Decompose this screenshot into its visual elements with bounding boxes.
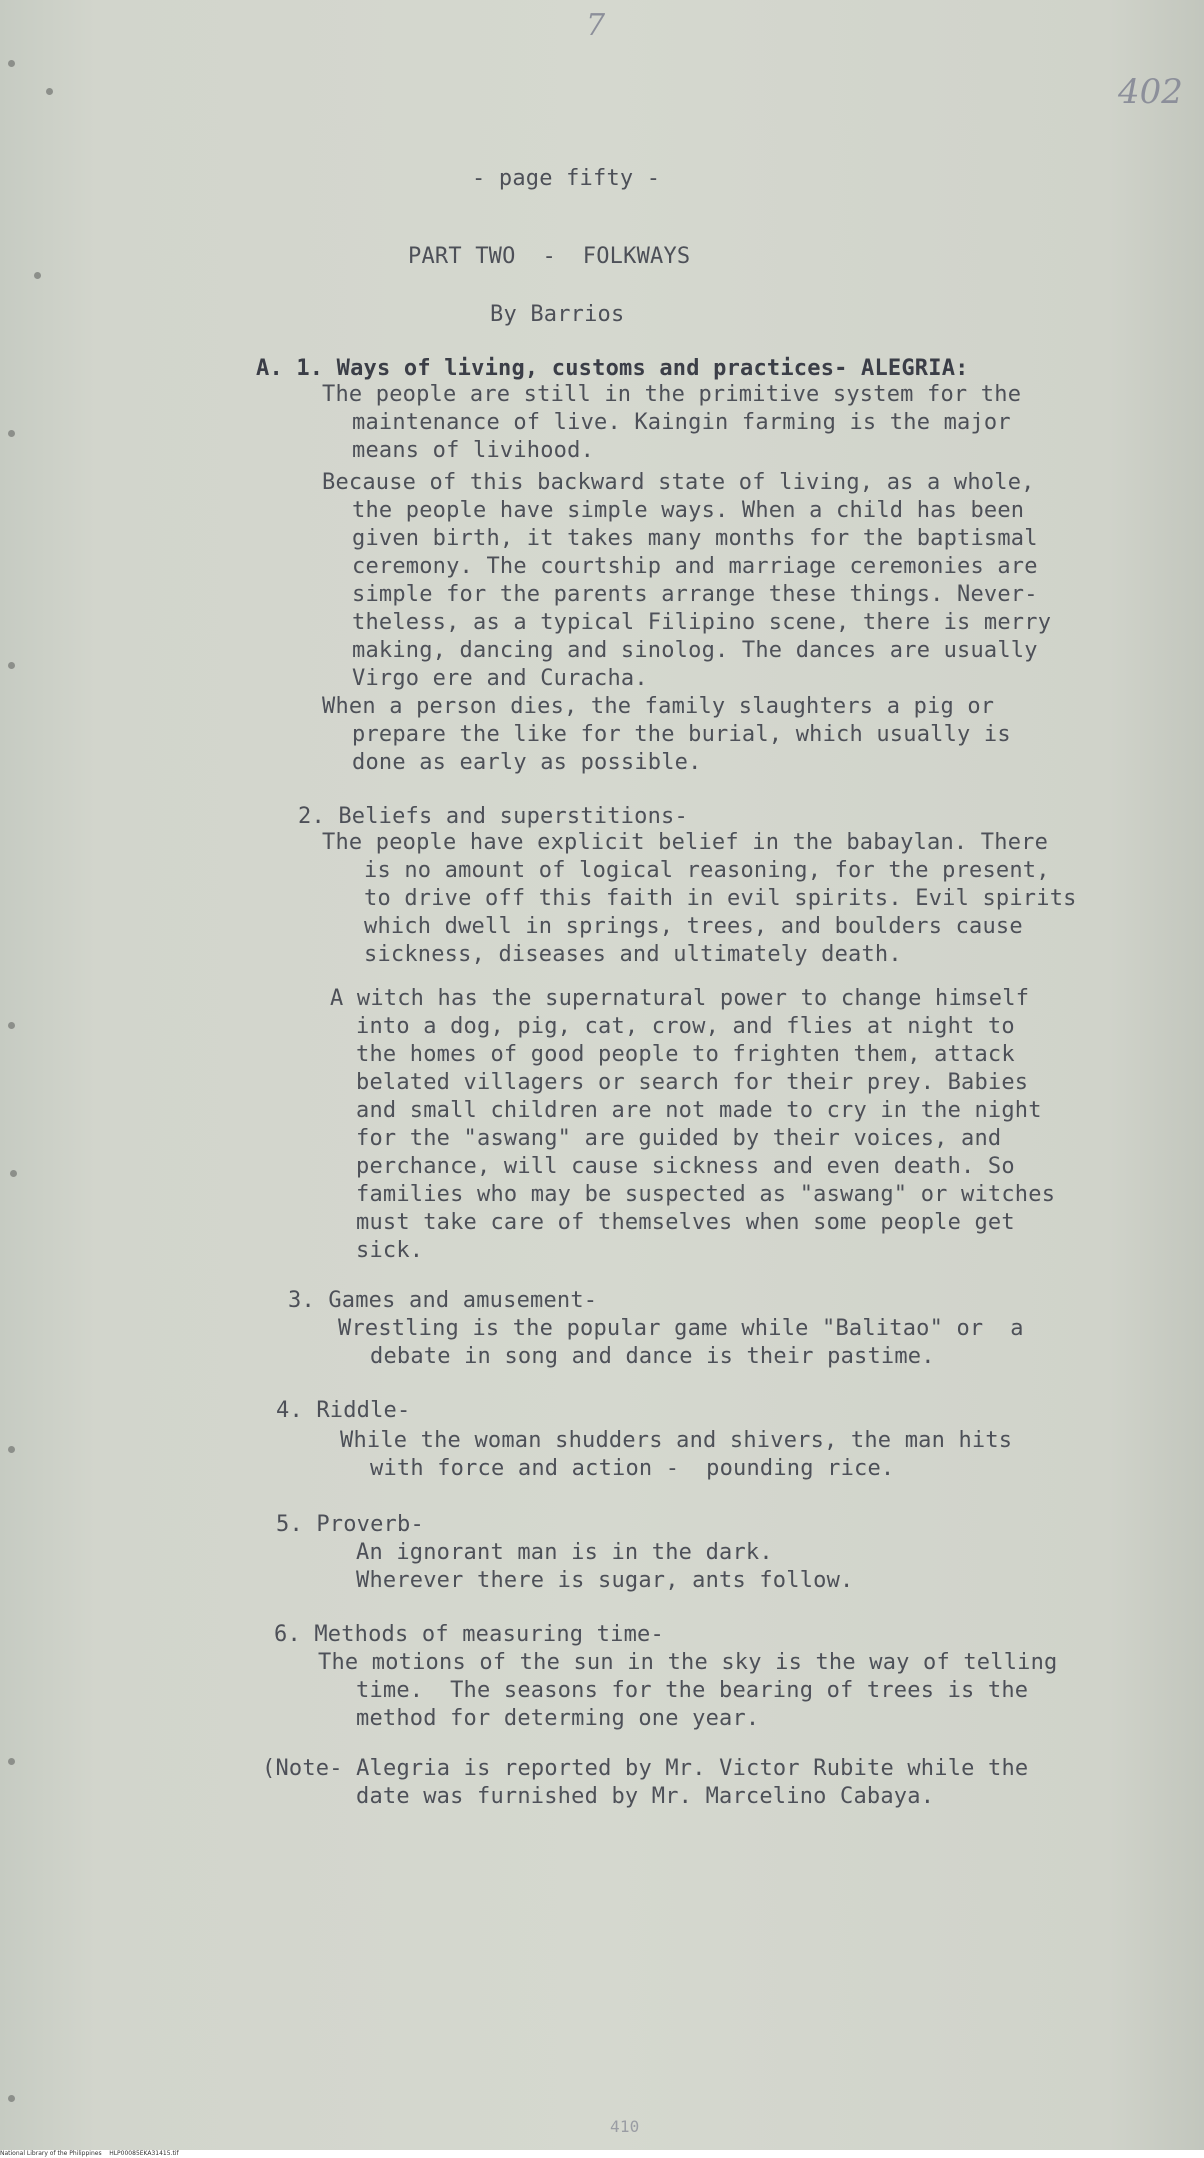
part-title: PART TWO - FOLKWAYS [408, 244, 691, 269]
punch-hole [8, 1758, 15, 1765]
paragraph-line: time. The seasons for the bearing of trees is the [356, 1678, 1029, 1703]
punch-hole [8, 60, 15, 67]
handwritten-page-number: 402 [1118, 72, 1183, 112]
top-mark: 7 [586, 8, 606, 43]
punch-hole [8, 2095, 15, 2102]
paragraph-line: prepare the like for the burial, which usually is [352, 722, 1011, 747]
paragraph-line: and small children are not made to cry in the night [356, 1098, 1042, 1123]
paragraph-line: for the "aswang" are guided by their voices, and [356, 1126, 1002, 1151]
paragraph-line: which dwell in springs, trees, and boulders cause [364, 914, 1023, 939]
paragraph-line: sick. [356, 1238, 424, 1263]
paragraph-line: A witch has the supernatural power to change himself [330, 986, 1030, 1011]
paragraph-line: Wherever there is sugar, ants follow. [356, 1568, 854, 1593]
paragraph-line: making, dancing and sinolog. The dances are usually [352, 638, 1038, 663]
paragraph-line: into a dog, pig, cat, crow, and flies at night to [356, 1014, 1015, 1039]
punch-hole [8, 430, 15, 437]
paragraph-line: belated villagers or search for their prey. Babies [356, 1070, 1029, 1095]
paragraph-line: maintenance of live. Kaingin farming is the major [352, 410, 1011, 435]
paragraph-line: the homes of good people to frighten them, attack [356, 1042, 1015, 1067]
punch-hole [34, 272, 41, 279]
punch-hole [8, 662, 15, 669]
page-label: - page fifty - [472, 166, 661, 191]
paragraph-line: theless, as a typical Filipino scene, there is merry [352, 610, 1052, 635]
paragraph-line: Wrestling is the popular game while "Balitao" or a [338, 1316, 1024, 1341]
paragraph-line: The motions of the sun in the sky is the way of telling [318, 1650, 1058, 1675]
byline: By Barrios [490, 302, 625, 327]
paragraph-line: the people have simple ways. When a child has been [352, 498, 1025, 523]
section-heading: 5. Proverb- [276, 1512, 424, 1537]
paragraph-line: done as early as possible. [352, 750, 702, 775]
paragraph-line: perchance, will cause sickness and even death. So [356, 1154, 1015, 1179]
bottom-page-number: 410 [610, 2117, 640, 2136]
punch-hole [10, 1170, 17, 1177]
section-heading: 3. Games and amusement- [288, 1288, 598, 1313]
scan-source-footer: National Library of the Philippines HLP00085EKA31415.tif [0, 2150, 1204, 2158]
note-line: (Note- Alegria is reported by Mr. Victor Rubite while the [262, 1756, 1029, 1781]
section-heading: 6. Methods of measuring time- [274, 1622, 664, 1647]
paragraph-line: Virgo ere and Curacha. [352, 666, 648, 691]
paragraph-line: While the woman shudders and shivers, the man hits [340, 1428, 1013, 1453]
paragraph-line: to drive off this faith in evil spirits. Evil spirits [364, 886, 1077, 911]
paragraph-line: debate in song and dance is their pastime. [370, 1344, 935, 1369]
punch-hole [46, 88, 53, 95]
paragraph-line: When a person dies, the family slaughters a pig or [322, 694, 995, 719]
punch-hole [8, 1446, 15, 1453]
section-heading: 2. Beliefs and superstitions- [298, 804, 688, 829]
paragraph-line: The people have explicit belief in the babaylan. There [322, 830, 1049, 855]
paragraph-line: families who may be suspected as "aswang" or witches [356, 1182, 1056, 1207]
paragraph-line: method for determing one year. [356, 1706, 760, 1731]
paragraph-line: given birth, it takes many months for the baptismal [352, 526, 1038, 551]
paragraph-line: sickness, diseases and ultimately death. [364, 942, 902, 967]
paragraph-line: An ignorant man is in the dark. [356, 1540, 773, 1565]
paragraph-line: Because of this backward state of living, as a whole, [322, 470, 1035, 495]
punch-hole [8, 1022, 15, 1029]
paragraph-line: The people are still in the primitive system for the [322, 382, 1022, 407]
paragraph-line: is no amount of logical reasoning, for the present, [364, 858, 1050, 883]
paragraph-line: with force and action - pounding rice. [370, 1456, 895, 1481]
paragraph-line: means of livihood. [352, 438, 595, 463]
section-heading: A. 1. Ways of living, customs and practices- ALEGRIA: [256, 356, 969, 381]
paragraph-line: must take care of themselves when some people get [356, 1210, 1015, 1235]
paragraph-line: simple for the parents arrange these things. Never- [352, 582, 1038, 607]
paragraph-line: ceremony. The courtship and marriage ceremonies are [352, 554, 1038, 579]
section-heading: 4. Riddle- [276, 1398, 411, 1423]
note-line: date was furnished by Mr. Marcelino Cabaya. [356, 1784, 935, 1809]
